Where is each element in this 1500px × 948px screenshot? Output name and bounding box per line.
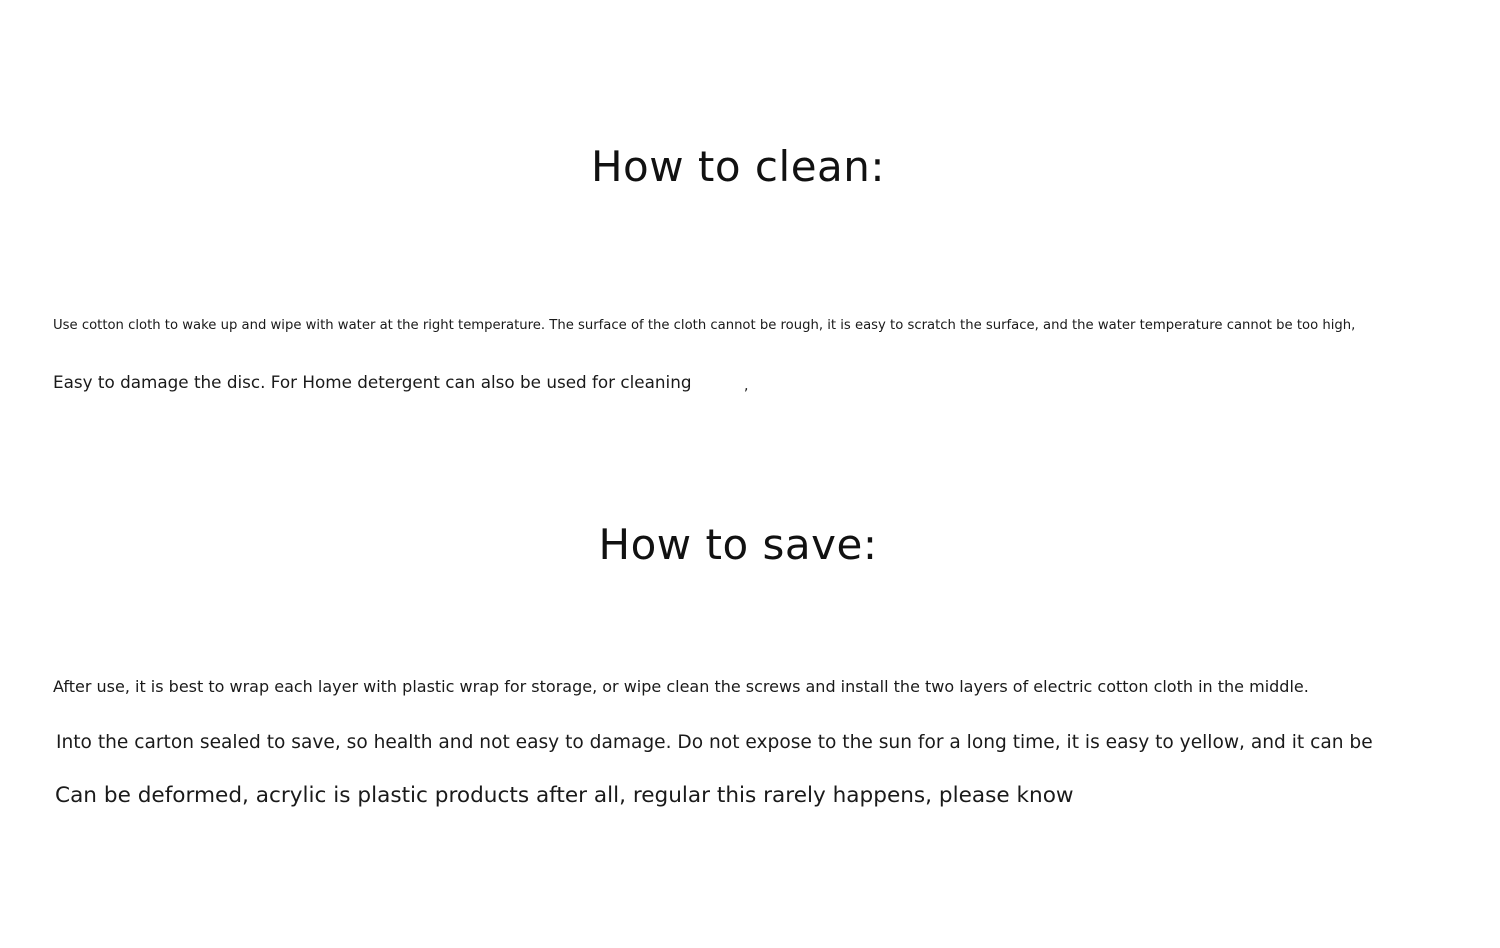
clean-trailing-comma: , (744, 378, 749, 394)
how-to-clean-heading: How to clean: (590, 142, 886, 191)
how-to-save-heading: How to save: (598, 520, 878, 569)
clean-instruction-line-1: Use cotton cloth to wake up and wipe with water at the right temperature. The surface of the cloth cannot be rough, it is easy to scratch the surface, and the water temperature cannot be too high, (53, 318, 1356, 333)
clean-instruction-line-2: Easy to damage the disc. For Home detergent can also be used for cleaning (53, 372, 692, 392)
save-instruction-line-3: Can be deformed, acrylic is plastic products after all, regular this rarely happens, please know (55, 783, 1074, 808)
save-instruction-line-2: Into the carton sealed to save, so health and not easy to damage. Do not expose to the sun for a long time, it is easy to yellow, and it can be (56, 732, 1373, 753)
save-instruction-line-1: After use, it is best to wrap each layer with plastic wrap for storage, or wipe clean the screws and install the two layers of electric cotton cloth in the middle. (53, 677, 1309, 696)
